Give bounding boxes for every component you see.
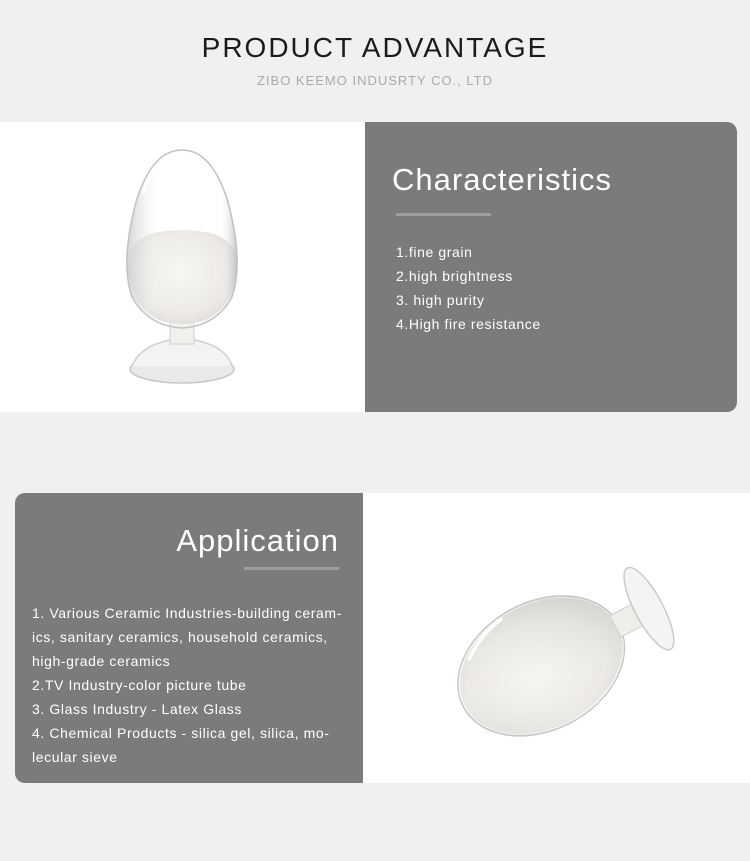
product-image-upright xyxy=(0,122,365,412)
characteristics-heading: Characteristics xyxy=(392,162,612,197)
list-item: 2.high brightness xyxy=(396,268,513,284)
application-panel xyxy=(15,493,363,783)
heading-divider xyxy=(396,213,491,216)
list-item: 2.TV Industry-color picture tube xyxy=(32,677,247,693)
list-item: 3. high purity xyxy=(396,292,485,308)
characteristics-panel xyxy=(365,122,737,412)
list-item: 1.fine grain xyxy=(396,244,473,260)
glass-flask-upright-image xyxy=(0,122,365,412)
application-heading: Application xyxy=(176,523,339,558)
list-item: high-grade ceramics xyxy=(32,653,171,669)
application-list xyxy=(32,601,357,769)
company-subtitle: ZIBO KEEMO INDUSRTY CO., LTD xyxy=(256,73,494,88)
list-item: 4.High fire resistance xyxy=(396,316,541,332)
list-item: 4. Chemical Products - silica gel, silica, mo- xyxy=(32,725,330,741)
page-title: PRODUCT ADVANTAGE xyxy=(201,32,549,63)
list-item: 3. Glass Industry - Latex Glass xyxy=(32,701,243,717)
glass-flask-tilted-image xyxy=(363,493,750,783)
characteristics-list xyxy=(396,240,541,336)
product-image-tilted xyxy=(363,493,750,783)
list-item: lecular sieve xyxy=(32,749,118,765)
heading-divider xyxy=(244,567,339,570)
list-item: 1. Various Ceramic Industries-building ceram- xyxy=(32,605,342,621)
list-item: ics, sanitary ceramics, household ceramics, xyxy=(32,629,328,645)
